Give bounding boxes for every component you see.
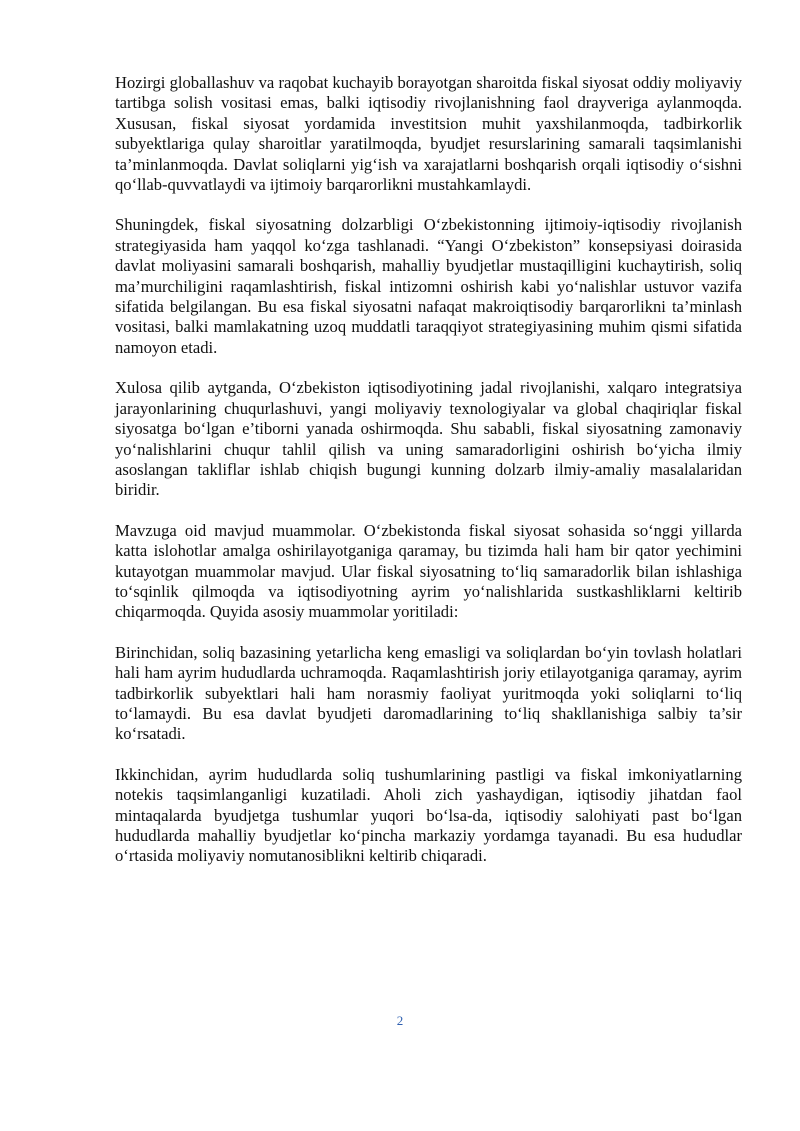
- paragraph-conclusion: Xulosa qilib aytganda, O‘zbekiston iqtisodiyotining jadal rivojlanishi, xalqaro integratsiya jarayonlarining chuqurlashuvi, yangi moliyaviy texnologiyalar va global chaqiriqlar fiskal siyosatga bo‘lgan e’tiborni yanada oshirmoqda. Shu sababli, fiskal siyosatning zamonaviy yo‘nalishlarini chuqur tahlil qilish va uning samaradorligini oshirish bo‘yicha ilmiy asoslangan takliflar ishlab chiqish bugungi kunning dolzarb ilmiy-amaliy masalalaridan biridir.: [115, 378, 742, 500]
- page-number: 2: [396, 1013, 404, 1028]
- paragraph-strategy-relevance: Shuningdek, fiskal siyosatning dolzarbligi O‘zbekistonning ijtimoiy-iqtisodiy rivojlanish strategiyasida ham yaqqol ko‘zga tashlanadi. “Yangi O‘zbekiston” konsepsiyasi doirasida davlat moliyasini samarali boshqarish, mahalliy byudjetlar mustaqilligini kuchaytirish, soliq ma’murchiligini raqamlashtirish, fiskal intizomni oshirish kabi yo‘nalishlar ustuvor vazifa sifatida belgilangan. Bu esa fiskal siyosatni nafaqat makroiqtisodiy barqarorlikni ta’minlash vositasi, balki mamlakatning uzoq muddatli taraqqiyot strategiyasining muhim qismi sifatida namoyon etadi.: [115, 215, 742, 357]
- paragraph-second-problem: Ikkinchidan, ayrim hududlarda soliq tushumlarining pastligi va fiskal imkoniyatlarning notekis taqsimlanganligi kuzatiladi. Aholi zich yashaydigan, iqtisodiy jihatdan faol mintaqalarda byudjetga tushumlar yuqori bo‘lsa-da, iqtisodiy salohiyati past bo‘lgan hududlarda mahalliy byudjetlar ko‘pincha markaziy yordamga tayanadi. Bu esa hududlar o‘rtasida moliyaviy nomutanosiblikni keltirib chiqaradi.: [115, 764, 742, 866]
- paragraph-first-problem: Birinchidan, soliq bazasining yetarlicha keng emasligi va soliqlardan bo‘yin tovlash holatlari hali ham ayrim hududlarda uchramoqda. Raqamlashtirish joriy etilayotganiga qaramay, ayrim tadbirkorlik subyektlari hali ham norasmiy faoliyat yuritmoqda yoki soliqlarni to‘liq to‘lamaydi. Bu esa davlat byudjeti daromadlarining to‘liq shakllanishiga salbiy ta’sir ko‘rsatadi.: [115, 642, 742, 744]
- body-text: [115, 73, 742, 887]
- paragraph-existing-problems: Mavzuga oid mavjud muammolar. O‘zbekistonda fiskal siyosat sohasida so‘nggi yillarda katta islohotlar amalga oshirilayotganiga qaramay, bu tizimda hali ham bir qator yechimini kutayotgan muammolar mavjud. Ular fiskal siyosatning to‘liq samaradorlik bilan ishlashiga to‘sqinlik qilmoqda va iqtisodiyotning ayrim yo‘nalishlarida sustkashliklarni keltirib chiqarmoqda. Quyida asosiy muammolar yoritiladi:: [115, 520, 742, 622]
- paragraph-intro-globalization: Hozirgi globallashuv va raqobat kuchayib borayotgan sharoitda fiskal siyosat oddiy moliyaviy tartibga solish vositasi emas, balki iqtisodiy rivojlanishning faol drayveriga aylanmoqda. Xususan, fiskal siyosat yordamida investitsion muhit yaxshilanmoqda, tadbirkorlik subyektlariga qulay sharoitlar yaratilmoqda, byudjet resurslarining samarali taqsimlanishi ta’minlanmoqda. Davlat soliqlarni yig‘ish va xarajatlarni boshqarish orqali iqtisodiy o‘sishni qo‘llab-quvvatlaydi va ijtimoiy barqarorlikni mustahkamlaydi.: [115, 73, 742, 195]
